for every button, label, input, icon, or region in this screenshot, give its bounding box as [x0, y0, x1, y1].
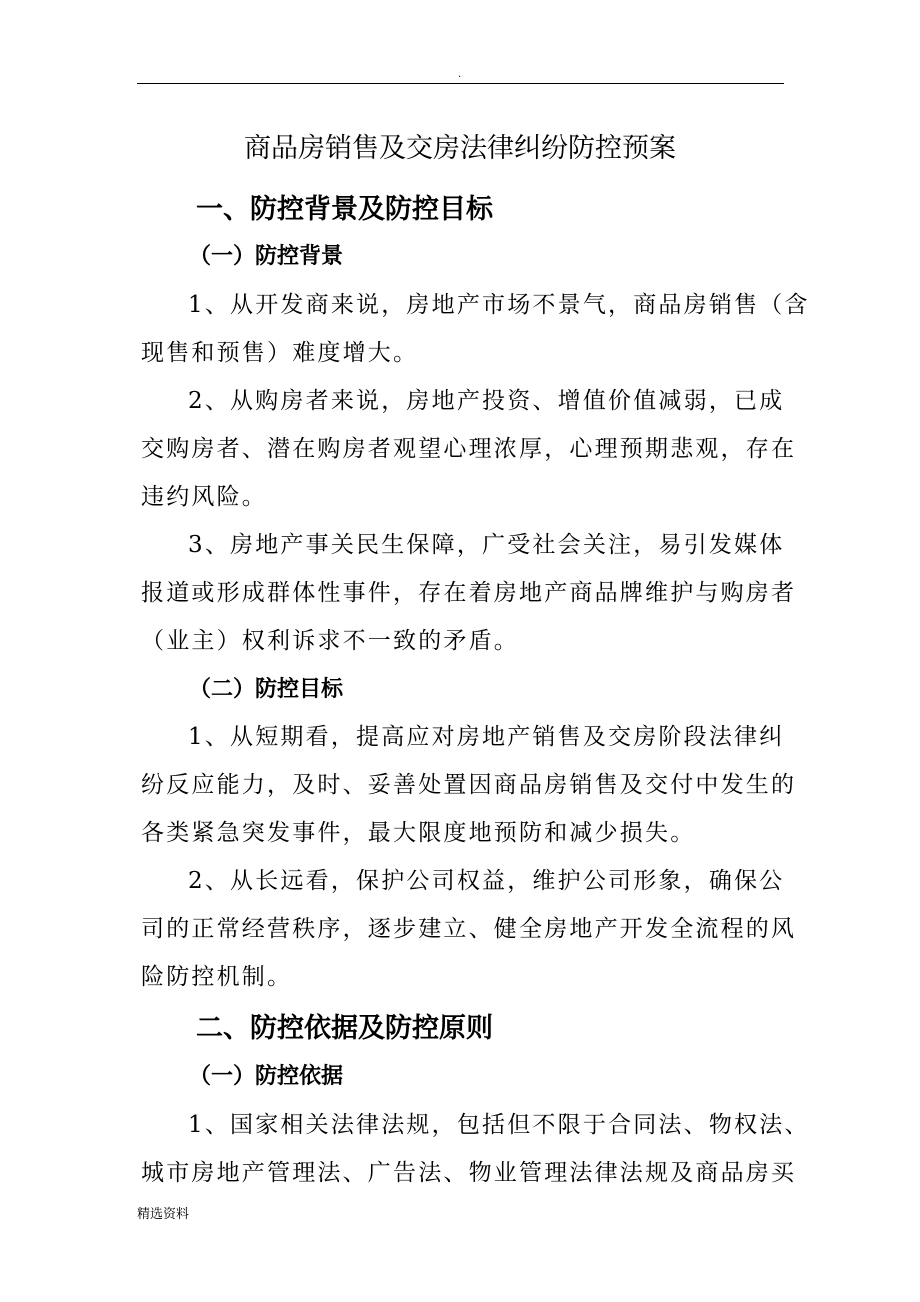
paragraph-line: 报道或形成群体性事件，存在着房地产商品牌维护与购房者 — [141, 580, 797, 606]
header-mark: . — [458, 69, 462, 80]
paragraph-line: 司的正常经营秩序，逐步建立、健全房地产开发全流程的风 — [141, 916, 797, 942]
paragraph-line: 违约风险。 — [141, 484, 267, 510]
paragraph-line: 纷反应能力，及时、妥善处置因商品房销售及交付中发生的 — [141, 772, 797, 798]
section-1-heading: 一、防控背景及防控目标 — [196, 194, 493, 225]
header-rule — [137, 83, 784, 84]
section-1-sub-2-heading: （二）防控目标 — [189, 677, 344, 702]
section-1-sub-1-heading: （一）防控背景 — [189, 244, 344, 269]
paragraph-line: 交购房者、潜在购房者观望心理浓厚，心理预期悲观，存在 — [141, 436, 797, 462]
paragraph-line: 1、从短期看，提高应对房地产销售及交房阶段法律纠 — [188, 724, 785, 750]
section-2-heading: 二、防控依据及防控原则 — [196, 1013, 493, 1044]
section-2-sub-1-heading: （一）防控依据 — [189, 1064, 344, 1089]
paragraph-line: （业主）权利诉求不一致的矛盾。 — [141, 628, 519, 654]
paragraph-line: 1、国家相关法律法规，包括但不限于合同法、物权法、 — [188, 1112, 810, 1138]
paragraph-line: 现售和预售）难度增大。 — [141, 340, 419, 366]
document-title: 商品房销售及交房法律纠纷防控预案 — [244, 133, 676, 164]
paragraph-line: 险防控机制。 — [141, 964, 293, 990]
paragraph-line: 城市房地产管理法、广告法、物业管理法律法规及商品房买 — [141, 1160, 797, 1186]
paragraph-line: 1、从开发商来说，房地产市场不景气，商品房销售（含 — [188, 292, 810, 318]
paragraph-line: 各类紧急突发事件，最大限度地预防和减少损失。 — [141, 820, 696, 846]
footer-label: 精选资料 — [137, 1207, 190, 1222]
paragraph-line: 2、从长远看，保护公司权益，维护公司形象，确保公 — [188, 868, 785, 894]
paragraph-line: 3、房地产事关民生保障，广受社会关注，易引发媒体 — [188, 532, 785, 558]
paragraph-line: 2、从购房者来说，房地产投资、增值价值减弱，已成 — [188, 388, 785, 414]
